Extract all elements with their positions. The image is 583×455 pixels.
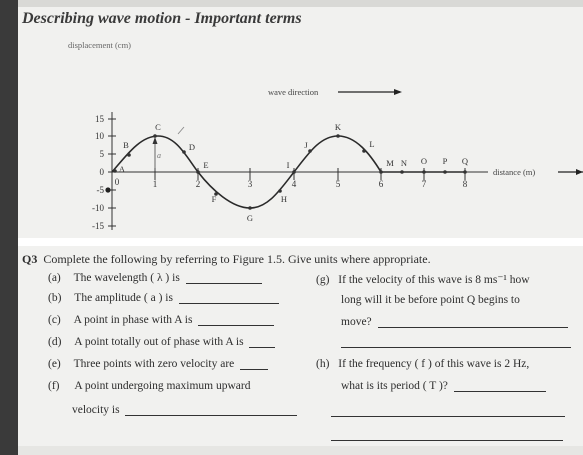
point-label: M <box>386 158 394 168</box>
answer-blank-b[interactable] <box>179 292 279 304</box>
item-text: A point totally out of phase with A is <box>74 336 244 348</box>
y-tick-label: 15 <box>95 114 104 124</box>
scan-top-band <box>18 0 583 7</box>
point-label: L <box>369 139 375 149</box>
x-tick-label: 2 <box>195 179 201 189</box>
question-intro: Complete the following by referring to Figure 1.5. Give units where appropriate. <box>43 252 431 266</box>
item-text: The amplitude ( a ) is <box>74 292 173 304</box>
x-tick-label: 7 <box>421 179 427 189</box>
item-text: Three points with zero velocity are <box>73 358 235 370</box>
question-h <box>316 358 529 370</box>
answer-blank-c[interactable] <box>198 314 274 326</box>
wave-direction-arrow <box>338 89 402 95</box>
item-text: If the velocity of this wave is 8 ms⁻¹ how <box>338 274 530 286</box>
item-label: (f) <box>48 380 60 392</box>
item-label: (c) <box>48 314 61 326</box>
question-f-cont <box>72 404 297 416</box>
point-label: P <box>442 156 448 166</box>
question-f <box>48 380 250 392</box>
x-tick-label: 0 <box>114 177 120 187</box>
point-label: K <box>334 122 342 132</box>
question-header <box>22 252 431 267</box>
point-label: I <box>286 160 290 170</box>
page-gap <box>18 238 583 246</box>
answer-line-h3[interactable] <box>331 440 563 441</box>
y-axis-label: displacement (cm) <box>68 40 132 50</box>
item-text: what is its period ( T )? <box>341 380 448 392</box>
scan-border <box>0 0 18 455</box>
question-b <box>48 292 279 304</box>
point-label: J <box>304 140 308 150</box>
x-tick-label: 3 <box>247 179 253 189</box>
question-h-line2 <box>341 380 546 392</box>
point-label: A <box>118 164 126 174</box>
question-e <box>48 358 268 370</box>
wave-direction-label: wave direction <box>268 87 319 97</box>
x-tick-label: 8 <box>462 179 468 189</box>
point-label: Q <box>461 156 469 166</box>
question-number: Q3 <box>22 252 38 266</box>
x-tick-label: 4 <box>291 179 297 189</box>
question-g-line3 <box>341 316 568 328</box>
point-label: D <box>188 142 196 152</box>
item-text: A point undergoing maximum upward <box>74 380 251 392</box>
page-title: Describing wave motion - Important terms <box>22 10 302 27</box>
answer-blank-a[interactable] <box>186 272 262 284</box>
x-tick-label: 5 <box>335 179 341 189</box>
point-label: G <box>246 213 254 223</box>
x-tick-label: 6 <box>378 179 384 189</box>
item-text: velocity is <box>72 404 120 416</box>
question-g-line2: long will it be before point Q begins to <box>341 294 520 306</box>
question-g <box>316 272 530 286</box>
answer-line-g2[interactable] <box>341 347 571 348</box>
answer-blank-d[interactable] <box>249 336 275 348</box>
pencil-tick-mark <box>178 127 184 134</box>
item-text: The wavelength ( λ ) is <box>73 272 180 284</box>
y-tick-label: 5 <box>99 149 104 159</box>
item-label: (b) <box>48 292 62 304</box>
item-label: (d) <box>48 336 62 348</box>
y-tick-label: 10 <box>95 131 104 141</box>
point-label: H <box>280 194 288 204</box>
origin-marker <box>105 187 110 192</box>
answer-line-h2[interactable] <box>331 416 565 417</box>
point-label: O <box>420 156 428 166</box>
y-tick-label: 0 <box>99 167 104 177</box>
y-tick-label: -5 <box>96 185 104 195</box>
wave-figure <box>18 30 583 238</box>
item-label: (g) <box>316 274 330 286</box>
item-label: (e) <box>48 358 61 370</box>
x-axis-label: distance (m) <box>493 167 536 177</box>
question-c <box>48 314 274 326</box>
answer-blank-e[interactable] <box>240 358 268 370</box>
x-tick-label: 1 <box>152 179 158 189</box>
item-text: move? <box>341 316 372 328</box>
y-tick-label: -10 <box>92 203 104 213</box>
point-label: N <box>400 158 408 168</box>
point-label: E <box>203 160 209 170</box>
item-text: A point in phase with A is <box>73 314 193 326</box>
item-text: If the frequency ( f ) of this wave is 2 Hz, <box>338 358 530 370</box>
y-tick-label: -15 <box>92 221 104 231</box>
scan-bottom-band <box>18 446 583 455</box>
answer-blank-f[interactable] <box>125 404 297 416</box>
item-label: (a) <box>48 272 61 284</box>
x-axis-arrow <box>558 169 583 175</box>
question-a <box>48 272 262 284</box>
amplitude-symbol: a <box>157 151 161 160</box>
answer-blank-g[interactable] <box>378 316 568 328</box>
answer-blank-h[interactable] <box>454 380 546 392</box>
point-label: B <box>123 140 129 150</box>
item-label: (h) <box>316 358 330 370</box>
point-label: F <box>211 194 217 204</box>
point-label: C <box>155 122 161 132</box>
question-d <box>48 336 275 348</box>
